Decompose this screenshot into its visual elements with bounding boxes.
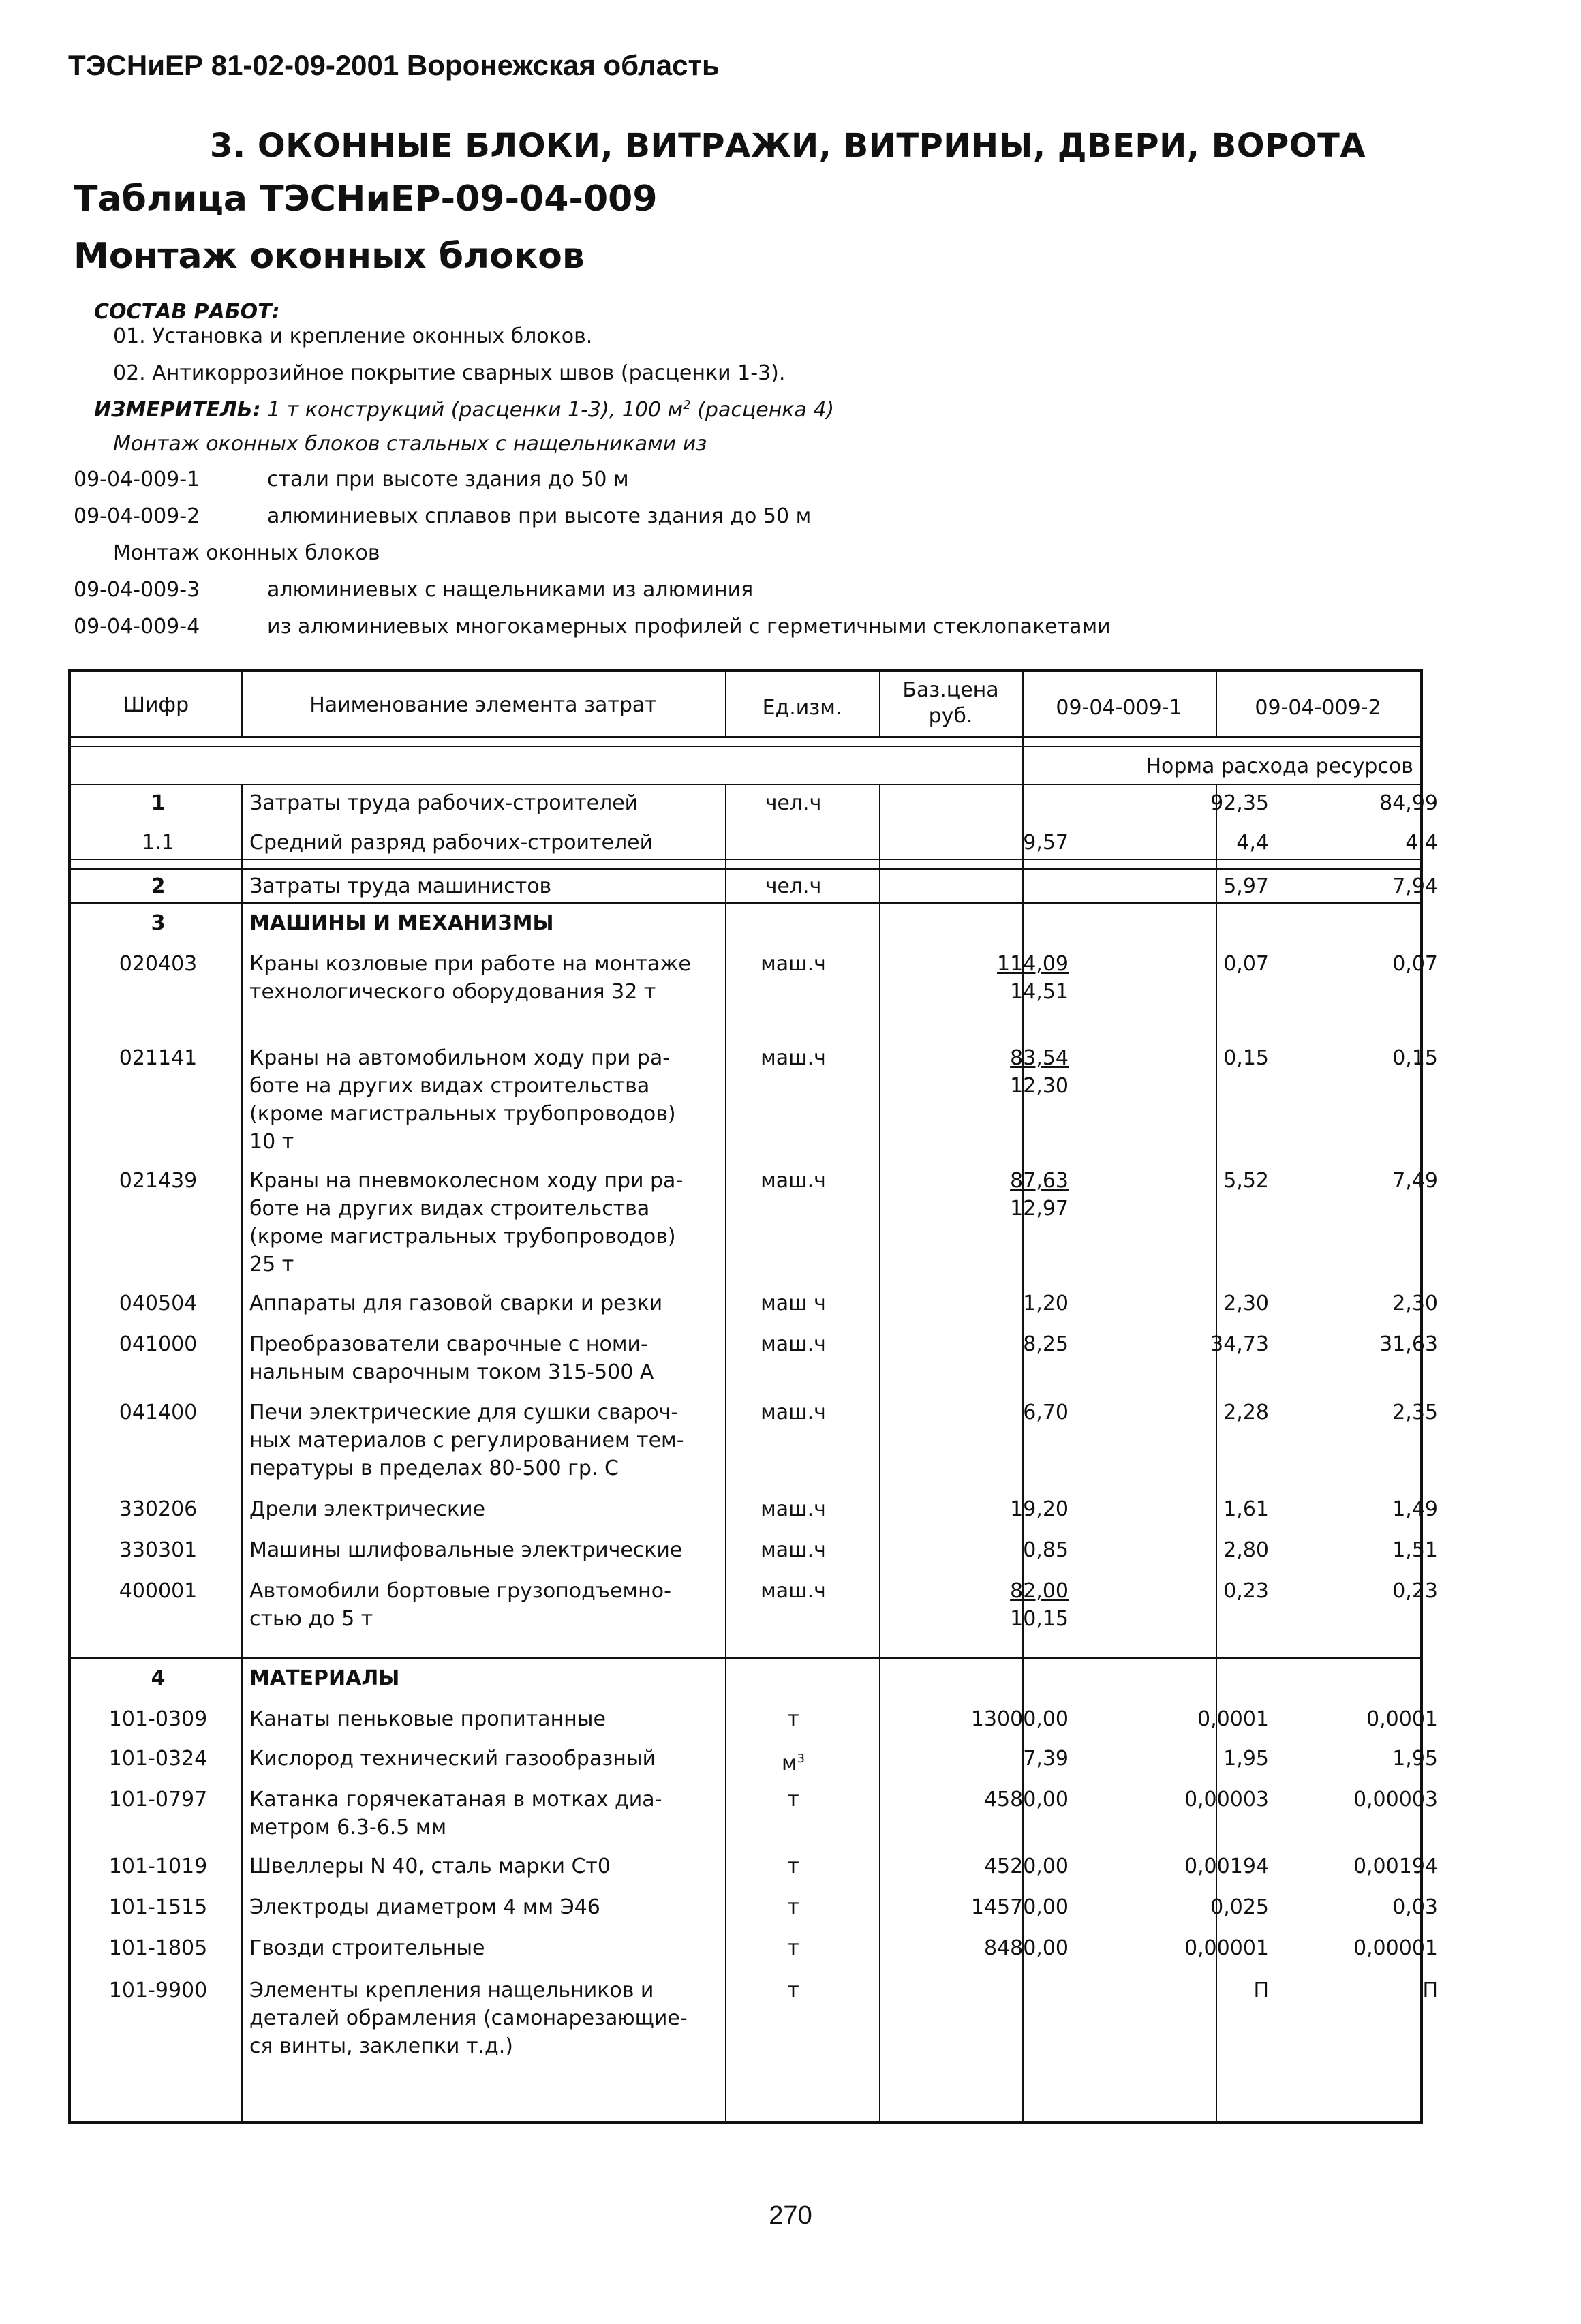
page-subtitle: Монтаж оконных блоков: [74, 236, 585, 277]
row-value-1: 92,35: [1210, 791, 1269, 815]
header-code: Шифр: [123, 693, 189, 717]
row-value-2: 0,23: [1392, 1579, 1438, 1603]
code-09-04-009-4: 09-04-009-4: [74, 615, 200, 639]
row-value-1: 5,52: [1223, 1169, 1269, 1193]
row-code: 101-0309: [108, 1707, 208, 1731]
row-rule: [71, 868, 1420, 870]
row-value-2: 1,51: [1392, 1538, 1438, 1562]
row-code: 3: [151, 911, 166, 935]
row-name: Краны козловые при работе на монтаже технологического оборудования 32 т: [249, 952, 691, 1004]
row-value-2: 1,95: [1392, 1747, 1438, 1771]
row-unit: т: [787, 1707, 799, 1731]
row-unit: т: [787, 1978, 799, 2002]
row-price: 7,39: [1023, 1747, 1069, 1771]
row-unit: маш.ч: [761, 1538, 826, 1562]
measure-line: [94, 398, 834, 422]
row-value-1: 0,00003: [1184, 1788, 1269, 1811]
row-unit: маш.ч: [761, 1046, 826, 1070]
row-value-1: П: [1253, 1978, 1269, 2002]
row-name: Машины шлифовальные электрические: [249, 1538, 683, 1562]
row-name: Аппараты для газовой сварки и резки: [249, 1291, 663, 1315]
row-price: 114,09 14,51: [997, 952, 1069, 1004]
row-value-1: 0,0001: [1197, 1707, 1269, 1731]
row-value-1: 4,4: [1236, 831, 1269, 855]
row-price: 6,70: [1023, 1401, 1069, 1424]
row-name: Дрели электрические: [249, 1497, 486, 1521]
row-price: 1,20: [1023, 1291, 1069, 1315]
row-unit: маш.ч: [761, 1497, 826, 1521]
row-code: 330206: [119, 1497, 198, 1521]
row-value-1: 1,61: [1223, 1497, 1269, 1521]
row-value-1: 0,07: [1223, 952, 1269, 976]
section-title: 3. ОКОННЫЕ БЛОКИ, ВИТРАЖИ, ВИТРИНЫ, ДВЕРИ, ВОРОТА: [210, 127, 1366, 165]
group-heading-1: Монтаж оконных блоков стальных с нащельниками из: [113, 432, 707, 456]
row-name: Преобразователи сварочные с номи- нальным сварочным током 315-500 А: [249, 1332, 654, 1384]
row-value-1: 0,025: [1210, 1895, 1269, 1919]
code-desc-2: алюминиевых сплавов при высоте здания до 50 м: [267, 504, 812, 528]
row-name: Затраты труда рабочих-строителей: [249, 791, 639, 815]
row-unit: маш.ч: [761, 952, 826, 976]
work-item-2: 02. Антикоррозийное покрытие сварных швов (расценки 1-3).: [113, 361, 786, 385]
document-header: ТЭСНиЕР 81-02-09-2001 Воронежская область: [68, 49, 720, 81]
row-value-1: 2,28: [1223, 1401, 1269, 1424]
row-code: 101-1805: [108, 1936, 208, 1960]
row-name: Швеллеры N 40, сталь марки Ст0: [249, 1854, 611, 1878]
header-col-2: 09-04-009-2: [1255, 696, 1381, 720]
row-unit: чел.ч: [765, 874, 822, 898]
row-value-1: 0,00001: [1184, 1936, 1269, 1960]
page-number: 270: [769, 2201, 812, 2230]
row-name: Кислород технический газообразный: [249, 1747, 656, 1771]
row-name: Автомобили бортовые грузоподъемно- стью до 5 т: [249, 1579, 671, 1631]
row-rule: [71, 1657, 1420, 1659]
row-price: 83,54 12,30: [1010, 1046, 1069, 1098]
header-price-1: Баз.цена: [902, 678, 999, 702]
row-name: Катанка горячекатаная в мотках диа- метром 6.3-6.5 мм: [249, 1788, 662, 1839]
code-09-04-009-2: 09-04-009-2: [74, 504, 200, 528]
row-code: 4: [151, 1666, 166, 1690]
row-value-2: 0,0001: [1366, 1707, 1438, 1731]
row-unit: маш ч: [761, 1291, 826, 1315]
row-name: Гвозди строительные: [249, 1936, 485, 1960]
group-heading-2: Монтаж оконных блоков: [113, 541, 380, 565]
row-name: Краны на автомобильном ходу при ра- боте на других видах строительства (кроме магистральных трубопроводов) 10 т: [249, 1046, 676, 1154]
row-unit: т: [787, 1895, 799, 1919]
row-name: Канаты пеньковые пропитанные: [249, 1707, 606, 1731]
header-price-2: руб.: [928, 704, 973, 728]
row-rule: [71, 746, 1420, 747]
header-name: Наименование элемента затрат: [309, 693, 657, 717]
row-unit: $м^3$: [781, 1752, 805, 1775]
row-name: Электроды диаметром 4 мм Э46: [249, 1895, 600, 1919]
row-code: 330301: [119, 1538, 198, 1562]
row-value-1: 2,30: [1223, 1291, 1269, 1315]
row-price: 0,85: [1023, 1538, 1069, 1562]
row-rule: [71, 859, 1420, 860]
row-rule: [71, 902, 1420, 904]
code-desc-4: из алюминиевых многокамерных профилей с герметичными стеклопакетами: [267, 615, 1111, 639]
row-rule: [71, 784, 1420, 785]
row-code: 041000: [119, 1332, 198, 1356]
code-desc-3: алюминиевых с нащельниками из алюминия: [267, 578, 754, 602]
row-code: 101-1019: [108, 1854, 208, 1878]
row-code: 020403: [119, 952, 198, 976]
row-unit: т: [787, 1936, 799, 1960]
row-value-2: 7,49: [1392, 1169, 1438, 1193]
row-unit: маш.ч: [761, 1169, 826, 1193]
measure-label: ИЗМЕРИТЕЛЬ:: [94, 398, 261, 422]
row-price: 9,57: [1023, 831, 1069, 855]
row-price: 4580,00: [983, 1788, 1069, 1811]
row-value-2: 4,4: [1405, 831, 1438, 855]
work-item-1: 01. Установка и крепление оконных блоков.: [113, 324, 593, 348]
row-value-2: 0,00003: [1353, 1788, 1438, 1811]
row-unit: маш.ч: [761, 1579, 826, 1603]
row-code: 021439: [119, 1169, 198, 1193]
header-unit: Ед.изм.: [762, 696, 842, 720]
row-price: 14570,00: [970, 1895, 1069, 1919]
row-code: 040504: [119, 1291, 198, 1315]
row-value-2: 84,99: [1379, 791, 1438, 815]
row-unit: т: [787, 1854, 799, 1878]
row-value-1: 5,97: [1223, 874, 1269, 898]
row-value-1: 0,15: [1223, 1046, 1269, 1070]
header-col-1: 09-04-009-1: [1056, 696, 1182, 720]
row-code: 101-9900: [108, 1978, 208, 2002]
code-desc-1: стали при высоте здания до 50 м: [267, 468, 629, 491]
row-price: 8,25: [1023, 1332, 1069, 1356]
row-unit: т: [787, 1788, 799, 1811]
row-value-1: 1,95: [1223, 1747, 1269, 1771]
row-name: МАШИНЫ И МЕХАНИЗМЫ: [249, 911, 554, 935]
row-name: Затраты труда машинистов: [249, 874, 552, 898]
work-composition-label: СОСТАВ РАБОТ:: [94, 300, 280, 324]
row-price: 8480,00: [983, 1936, 1069, 1960]
row-code: 021141: [119, 1046, 198, 1070]
row-value-2: 0,03: [1392, 1895, 1438, 1919]
resource-table: [68, 669, 1438, 2124]
row-value-2: 2,35: [1392, 1401, 1438, 1424]
table-title: Таблица ТЭСНиЕР-09-04-009: [74, 179, 658, 219]
row-unit: чел.ч: [765, 791, 822, 815]
row-unit: маш.ч: [761, 1332, 826, 1356]
row-unit: маш.ч: [761, 1401, 826, 1424]
row-value-2: 0,00194: [1353, 1854, 1438, 1878]
row-name: Средний разряд рабочих-строителей: [249, 831, 654, 855]
row-code: 1.1: [142, 831, 174, 855]
row-price: 13000,00: [970, 1707, 1069, 1731]
row-price: 87,63 12,97: [1010, 1169, 1069, 1221]
row-name: Краны на пневмоколесном ходу при ра- боте на других видах строительства (кроме магистральных трубопроводов) 25 т: [249, 1169, 684, 1276]
row-name: Печи электрические для сушки свароч- ных материалов с регулированием тем- пературы в пределах 80-500 гр. С: [249, 1401, 684, 1480]
row-value-2: 0,00001: [1353, 1936, 1438, 1960]
row-value-2: 0,07: [1392, 952, 1438, 976]
row-value-2: 7,94: [1392, 874, 1438, 898]
row-value-2: 0,15: [1392, 1046, 1438, 1070]
row-price: 19,20: [1010, 1497, 1069, 1521]
norm-label: Норма расхода ресурсов: [1146, 754, 1413, 778]
code-09-04-009-3: 09-04-009-3: [74, 578, 200, 602]
row-value-1: 0,00194: [1184, 1854, 1269, 1878]
row-value-1: 34,73: [1210, 1332, 1269, 1356]
row-code: 2: [151, 874, 166, 898]
row-value-1: 0,23: [1223, 1579, 1269, 1603]
row-value-1: 2,80: [1223, 1538, 1269, 1562]
code-09-04-009-1: 09-04-009-1: [74, 468, 200, 491]
row-price: 4520,00: [983, 1854, 1069, 1878]
measure-text: 1 т конструкций (расценки 1-3), 100 $м^2$ (расценка 4): [267, 398, 835, 422]
row-code: 101-1515: [108, 1895, 208, 1919]
row-code: 101-0324: [108, 1747, 208, 1771]
row-code: 041400: [119, 1401, 198, 1424]
row-name: МАТЕРИАЛЫ: [249, 1666, 400, 1690]
row-value-2: 2,30: [1392, 1291, 1438, 1315]
row-price: 82,00 10,15: [1010, 1579, 1069, 1631]
row-code: 1: [151, 791, 166, 815]
row-code: 400001: [119, 1579, 198, 1603]
row-value-2: 31,63: [1379, 1332, 1438, 1356]
row-value-2: 1,49: [1392, 1497, 1438, 1521]
row-rule: [71, 736, 1420, 738]
row-name: Элементы крепления нащельников и деталей обрамления (самонарезающие- ся винты, заклепки т.д.): [249, 1978, 688, 2058]
row-code: 101-0797: [108, 1788, 208, 1811]
row-value-2: П: [1422, 1978, 1438, 2002]
